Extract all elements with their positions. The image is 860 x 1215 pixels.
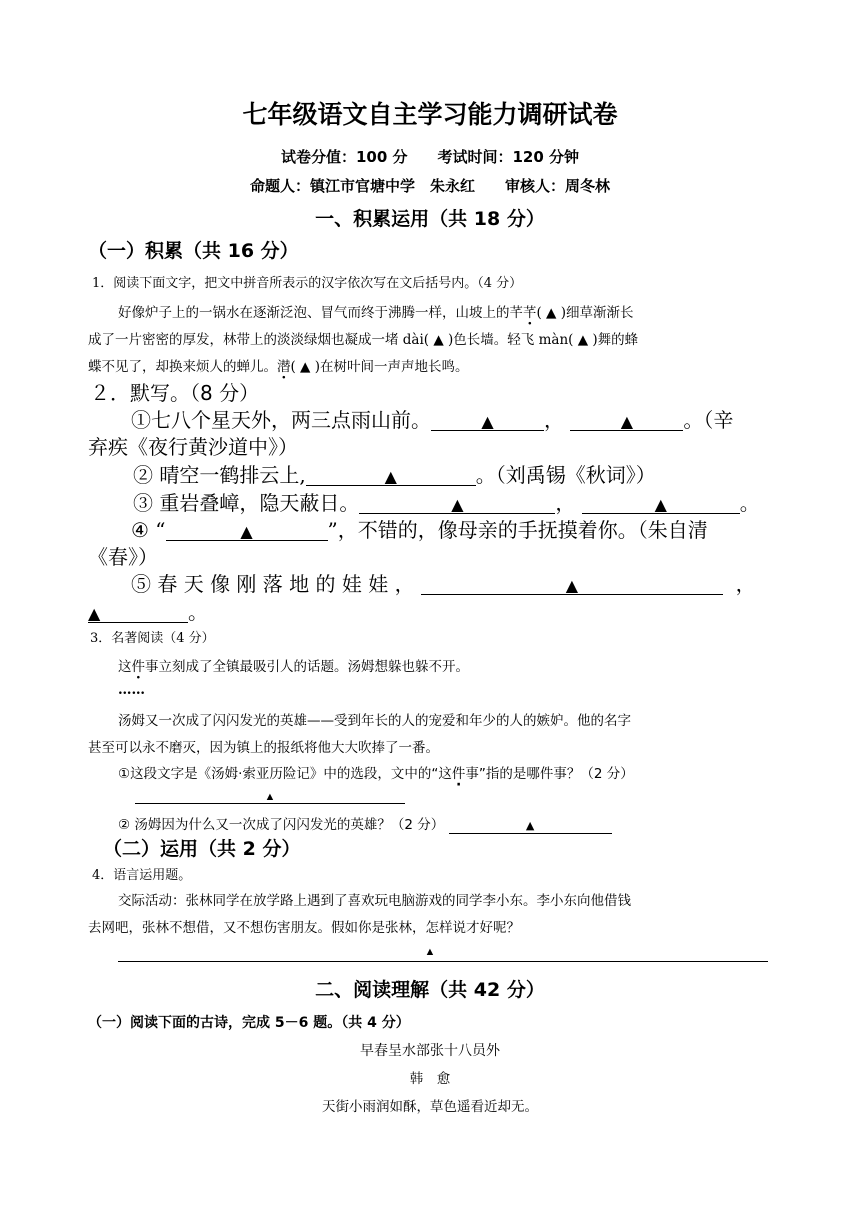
q3-dotted-phrase: 这件事 — [118, 659, 159, 675]
q1-dotted-char-2: 潜 — [277, 359, 291, 375]
part1-heading: 一、积累运用（共 18 分） — [315, 208, 545, 230]
q3-sub1-tail: ”指的是哪件事？（2 分） — [478, 766, 634, 782]
q2-item5-comma: ， — [735, 572, 756, 596]
q1-passage-line2: 成了一片密密的厚发，林带上的淡淡绿烟也凝成一堵 dài( ▲ )色长墙。轻飞 màn( ▲ )舞的蜂 — [88, 332, 639, 348]
triangle-icon: ▲ — [264, 791, 276, 803]
q2-item3 — [133, 487, 760, 516]
q2-item3-blank2[interactable] — [582, 493, 740, 514]
triangle-icon: ▲ — [88, 604, 101, 623]
q3-sub1-answer[interactable] — [135, 787, 405, 805]
q1-dotted-char: 芊 — [523, 305, 537, 321]
q3-ellipsis: …… — [118, 682, 145, 698]
q2-item3-text: ③ 重岩叠嶂，隐天蔽日。 — [133, 491, 360, 515]
q4-answer-line[interactable] — [118, 961, 768, 962]
triangle-icon: ▲ — [384, 467, 397, 486]
q2-item3-blank1[interactable] — [359, 493, 555, 514]
q2-item5-blank2[interactable] — [88, 602, 188, 623]
q2-item1 — [131, 404, 733, 433]
q2-item4 — [131, 514, 708, 543]
q2-stem: ２．默写。（8 分） — [90, 381, 260, 405]
q2-item2-source: 。（刘禹锡《秋词》） — [475, 463, 656, 487]
score-time-line: 试卷分值：100 分 考试时间：120 分钟 — [280, 148, 580, 166]
q2-item1-blank1[interactable] — [431, 410, 544, 431]
q4-answer-mark — [0, 942, 860, 960]
part1-sub1-heading: （一）积累（共 16 分） — [88, 240, 299, 262]
q2-item5-blank1[interactable] — [421, 574, 723, 595]
q3-sub2-text: ② 汤姆因为什么又一次成了闪闪发光的英雄？（2 分） — [118, 817, 445, 833]
q2-item4-source: 《春》） — [88, 545, 158, 569]
q1-line3-tail: ( ▲ )在树叶间一声声地长鸣。 — [290, 359, 469, 375]
triangle-icon: ▲ — [481, 412, 494, 431]
q1-line3-text: 蝶不见了，却换来烦人的蝉儿。 — [88, 359, 277, 375]
q2-item5 — [131, 568, 756, 597]
q3-excerpt-line1 — [118, 655, 469, 675]
triangle-icon: ▲ — [565, 576, 579, 595]
q4-passage-line2: 去网吧，张林不想借，又不想伤害朋友。假如你是张林，怎样说才好呢？ — [88, 920, 520, 936]
q2-item4-blank[interactable] — [166, 520, 328, 541]
q2-item4-open: ④ “ — [131, 518, 166, 542]
q2-item5-end: 。 — [188, 600, 208, 624]
q2-item2-text: ② 晴空一鹤排云上, — [133, 463, 306, 487]
q3-sub2-blank[interactable] — [449, 818, 612, 834]
q2-item1-blank2[interactable] — [570, 410, 683, 431]
q2-item2 — [133, 459, 656, 488]
q3-excerpt-line3: 甚至可以永不磨灭，因为镇上的报纸将他大大吹捧了一番。 — [88, 740, 439, 756]
q2-item5-line2 — [88, 596, 208, 625]
part1-sub2-heading: （二）运用（共 2 分） — [103, 838, 301, 860]
triangle-icon: ▲ — [424, 946, 436, 958]
triangle-icon: ▲ — [451, 495, 464, 514]
exam-title: 七年级语文自主学习能力调研试卷 — [242, 100, 618, 129]
q2-item1-source-start: 。（辛 — [683, 408, 734, 432]
triangle-icon: ▲ — [525, 819, 535, 832]
poem-author: 韩 愈 — [409, 1071, 451, 1087]
q3-sub1 — [118, 762, 634, 782]
q1-line1-text: 好像炉子上的一锅水在逐渐泛泡、冒气而终于沸腾一样，山坡上的芊 — [118, 305, 523, 321]
triangle-icon: ▲ — [654, 495, 667, 514]
q2-item1-comma: ， — [544, 408, 564, 432]
q4-stem: 4．语言运用题。 — [92, 868, 192, 883]
part2-heading: 二、阅读理解（共 42 分） — [315, 979, 545, 1001]
q4-passage-line1: 交际活动：张林同学在放学路上遇到了喜欢玩电脑游戏的同学李小东。李小东向他借钱 — [118, 893, 631, 909]
poem-line: 天街小雨润如酥，草色遥看近却无。 — [322, 1099, 538, 1115]
q2-item5-text: ⑤ 春 天 像 刚 落 地 的 娃 娃 ， — [131, 572, 415, 596]
q2-item1-source: 弃疾《夜行黄沙道中》） — [88, 435, 298, 459]
q3-stem: 3．名著阅读（4 分） — [90, 631, 215, 646]
triangle-icon: ▲ — [620, 412, 634, 431]
q3-excerpt-line2: 汤姆又一次成了闪闪发光的英雄——受到年长的人的宠爱和年少的人的嫉妒。他的名字 — [118, 713, 631, 729]
q3-sub1-blank[interactable] — [135, 788, 405, 804]
q1-passage-line3 — [88, 355, 469, 375]
q3-excerpt-text: 立刻成了全镇最吸引人的话题。汤姆想躲也躲不开。 — [158, 659, 469, 675]
q2-item2-blank[interactable] — [306, 465, 476, 486]
q2-item3-comma: ， — [555, 491, 576, 515]
q3-sub1-text: ①这段文字是《汤姆·索亚历险记》中的选段，文中的“ — [118, 766, 439, 782]
q3-sub2 — [118, 813, 612, 834]
authors-line: 命题人：镇江市官塘中学 朱永红 审核人：周冬林 — [249, 177, 610, 195]
q1-stem: 1．阅读下面文字，把文中拼音所表示的汉字依次写在文后括号内。（4 分） — [92, 276, 523, 291]
q2-item1-text: ①七八个星天外，两三点雨山前。 — [131, 408, 431, 432]
q1-passage-line1 — [118, 301, 634, 321]
q3-sub1-dotted: 这件事 — [438, 766, 479, 782]
poem-title: 早春呈水部张十八员外 — [360, 1043, 500, 1059]
q2-item4-text: ”，不错的，像母亲的手抚摸着你。（朱自清 — [327, 518, 708, 542]
part2-sub1-heading: （一）阅读下面的古诗，完成 5－6 题。（共 4 分） — [88, 1015, 410, 1031]
q1-line1-tail: ( ▲ )细草渐渐长 — [536, 305, 634, 321]
q2-item3-end: 。 — [739, 491, 760, 515]
triangle-icon: ▲ — [240, 522, 253, 541]
